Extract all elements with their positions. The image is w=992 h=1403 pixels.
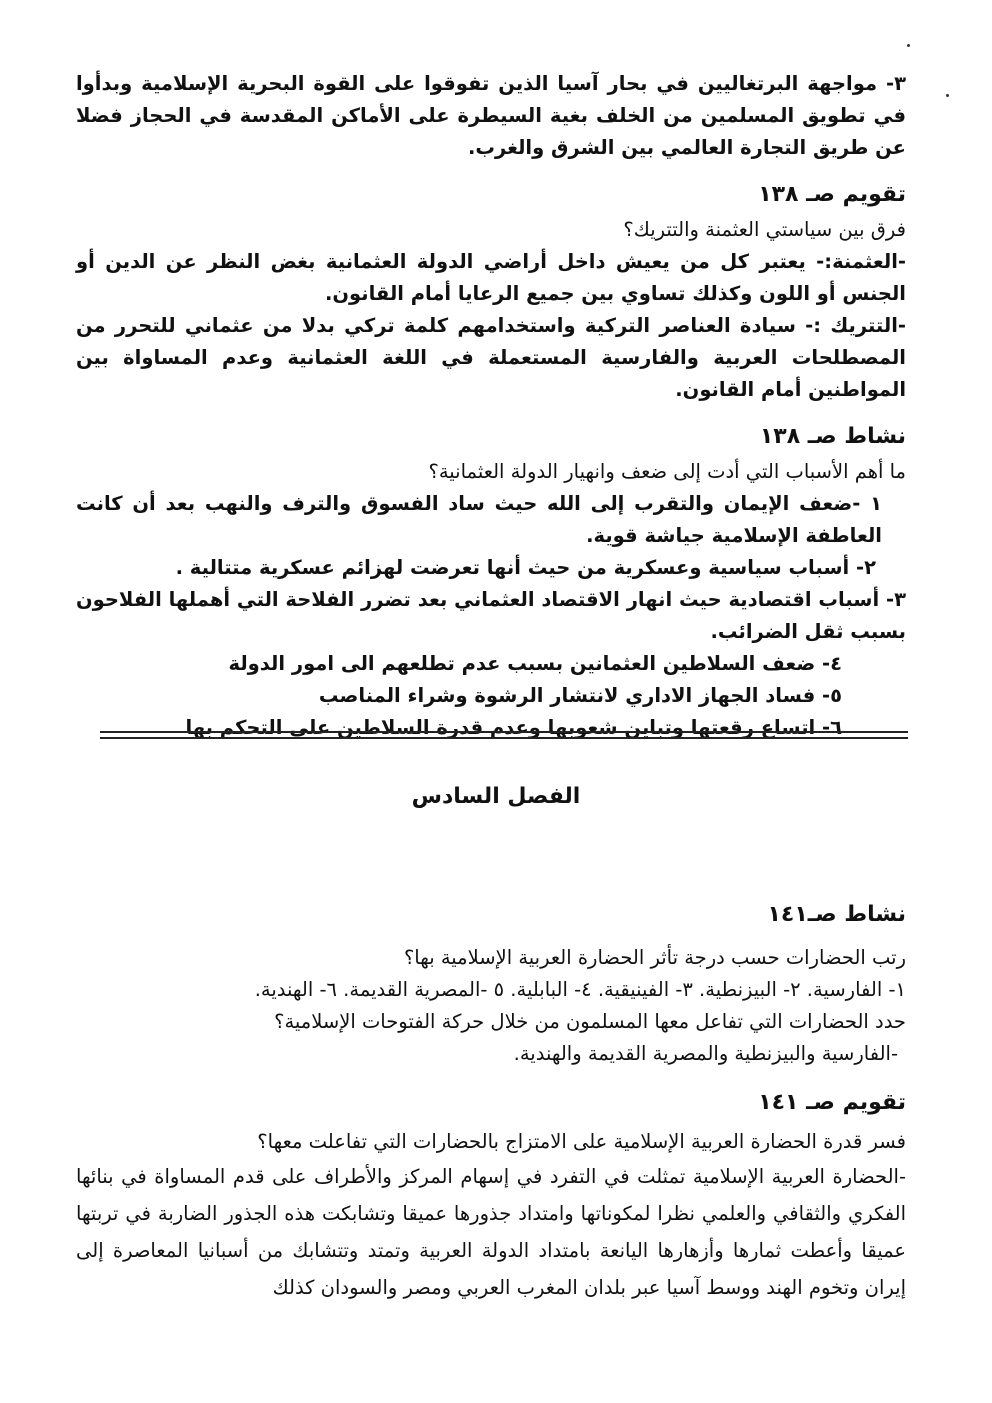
answer-rank-civilizations: ١- الفارسية. ٢- البيزنطية. ٣- الفينيقية. ٤- البابلية. ٥ -المصرية القديمة. ٦- الهندية.: [254, 978, 906, 1001]
question-ottomanization: فرق بين سياستي العثمنة والتتريك؟: [623, 218, 906, 241]
section-divider: [100, 731, 908, 739]
heading-activity-141: نشاط صـ١٤١: [767, 902, 906, 927]
question-civilization-blending: فسر قدرة الحضارة العربية الإسلامية على الامتزاج بالحضارات التي تفاعلت معها؟: [257, 1130, 906, 1153]
list-item: ٤- ضعف السلاطين العثمانين بسبب عدم تطلعهم الى امور الدولة: [228, 652, 842, 675]
heading-activity-138: نشاط صـ ١٣٨: [759, 424, 906, 449]
list-item: ٣- أسباب اقتصادية حيث انهار الاقتصاد العثماني بعد تضرر الفلاحة التي أهملها الفلاحون بسبب ثقل الضرائب.: [76, 588, 906, 643]
page-top-content: [76, 68, 906, 744]
answer-interacting-civilizations: -الفارسية والبيزنطية والمصرية القديمة والهندية.: [513, 1042, 898, 1065]
list-item: ٦- اتساع رقعتها وتباين شعوبها وعدم قدرة السلاطين على التحكم بها: [185, 716, 842, 739]
list-item: ١ -ضعف الإيمان والتقرب إلى الله حيث ساد الفسوق والترف والنهب بعد أن كانت العاطفة الإسلامية جياشة قوية.: [76, 492, 882, 547]
answer-ottomanization: -العثمنة:- يعتبر كل من يعيش داخل أراضي الدولة العثمانية بغض النظر عن الدين أو الجنس أو اللون وكذلك تساوي بين جميع الرعايا أمام القانون.: [76, 250, 906, 305]
question-decline-causes: ما أهم الأسباب التي أدت إلى ضعف وانهيار الدولة العثمانية؟: [428, 460, 906, 483]
question-rank-civilizations: رتب الحضارات حسب درجة تأثر الحضارة العربية الإسلامية بها؟: [403, 946, 906, 969]
scan-speck: [946, 94, 949, 97]
question-interacting-civilizations: حدد الحضارات التي تفاعل معها المسلمون من خلال حركة الفتوحات الإسلامية؟: [274, 1010, 906, 1033]
heading-evaluation-138: تقويم صـ ١٣٨: [758, 182, 906, 207]
chapter-title: الفصل السادس: [411, 784, 581, 809]
answer-civilization-blending: -الحضارة العربية الإسلامية تمثلت في التفرد في إسهام المركز والأطراف على قدم المساواة في بنائها الفكري والثقافي والعلمي نظرا لمكوناتها وامتداد جذورها عميقا وتشابكت هذه الجذور الضاربة في تربتها عميقا وأعطت ثمارها وأزهارها اليانعة بامتداد الدولة العربية وتمتد وتتشابك من أسبانيا المعاصرة إلى إيران وتخوم الهند ووسط آسيا عبر بلدان المغرب العربي ومصر والسودان كذلك: [76, 1165, 906, 1299]
page-bottom-content: [76, 884, 906, 1306]
list-item: ٢- أسباب سياسية وعسكرية من حيث أنها تعرضت لهزائم عسكرية متتالية .: [175, 556, 876, 579]
paragraph-portuguese: ٣- مواجهة البرتغاليين في بحار آسيا الذين تفوقوا على القوة البحرية الإسلامية وبدأوا في تطويق المسلمين من الخلف بغية السيطرة على الأماكن المقدسة في الحجاز فضلا عن طريق التجارة العالمي بين الشرق والغرب.: [76, 72, 906, 159]
list-item: ٥- فساد الجهاز الاداري لانتشار الرشوة وشراء المناصب: [318, 684, 842, 707]
scan-speck: [907, 44, 910, 47]
heading-evaluation-141: تقويم صـ ١٤١: [758, 1090, 906, 1115]
answer-turkification: -التتريك :- سيادة العناصر التركية واستخدامهم كلمة تركي بدلا من عثماني للتحرر من المصطلحات العربية والفارسية المستعملة في اللغة العثمانية وعدم المساواة بين المواطنين أمام القانون.: [76, 314, 906, 401]
